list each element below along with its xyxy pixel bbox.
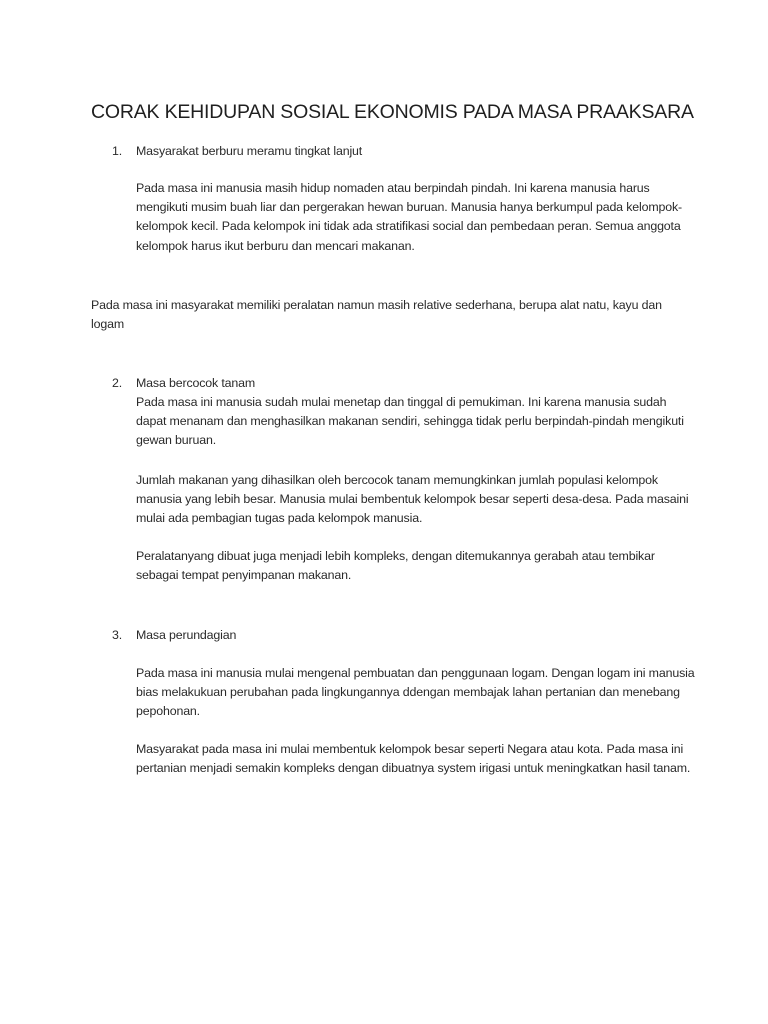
- item-2-number: 2.: [112, 376, 123, 390]
- item-1-heading: Masyarakat berburu meramu tingkat lanjut: [136, 144, 363, 158]
- item-3-heading: Masa perundagian: [136, 628, 237, 642]
- item-3-paragraph-1: Pada masa ini manusia mulai mengenal pembuatan dan penggunaan logam. Dengan logam ini manusia bias melakukuan perubahan pada lingkungannya ddengan membajak lahan pertanian dan menebang pepohonan.: [136, 666, 695, 719]
- item-2-heading: Masa bercocok tanam: [136, 376, 256, 390]
- item-2-paragraph-3: Peralatanyang dibuat juga menjadi lebih kompleks, dengan ditemukannya gerabah atau tembikar sebagai tempat penyimpanan makanan.: [136, 549, 655, 583]
- document-title: CORAK KEHIDUPAN SOSIAL EKONOMIS PADA MASA PRAAKSARA: [91, 101, 694, 123]
- item-3-paragraph-2: Masyarakat pada masa ini mulai membentuk kelompok besar seperti Negara atau kota. Pada masa ini pertanian menjadi semakin kompleks dengan dibuatnya system irigasi untuk meningkatkan hasil tanam.: [136, 742, 691, 776]
- item-1-number: 1.: [112, 144, 123, 158]
- item-2-paragraph-1: Pada masa ini manusia sudah mulai menetap dan tinggal di pemukiman. Ini karena manusia sudah dapat menanam dan menghasilkan makanan sendiri, sehingga tidak perlu berpindah-pindah mengikuti gewan buruan.: [136, 395, 684, 448]
- interlude-paragraph: Pada masa ini masyarakat memiliki peralatan namun masih relative sederhana, berupa alat natu, kayu dan logam: [91, 298, 662, 332]
- item-1-paragraph-1: Pada masa ini manusia masih hidup nomaden atau berpindah pindah. Ini karena manusia harus mengikuti musim buah liar dan pergerakan hewan buruan. Manusia hanya berkumpul pada kelompok-kelompok kecil. Pada kelompok ini tidak ada stratifikasi social dan pembedaan peran. Semua anggota kelompok harus ikut berburu dan mencari makanan.: [136, 181, 683, 253]
- item-2-paragraph-2: Jumlah makanan yang dihasilkan oleh bercocok tanam memungkinkan jumlah populasi kelompok manusia yang lebih besar. Manusia mulai bembentuk kelompok besar seperti desa-desa. Pada masaini mulai ada pembagian tugas pada kelompok manusia.: [136, 473, 689, 526]
- item-3-number: 3.: [112, 628, 123, 642]
